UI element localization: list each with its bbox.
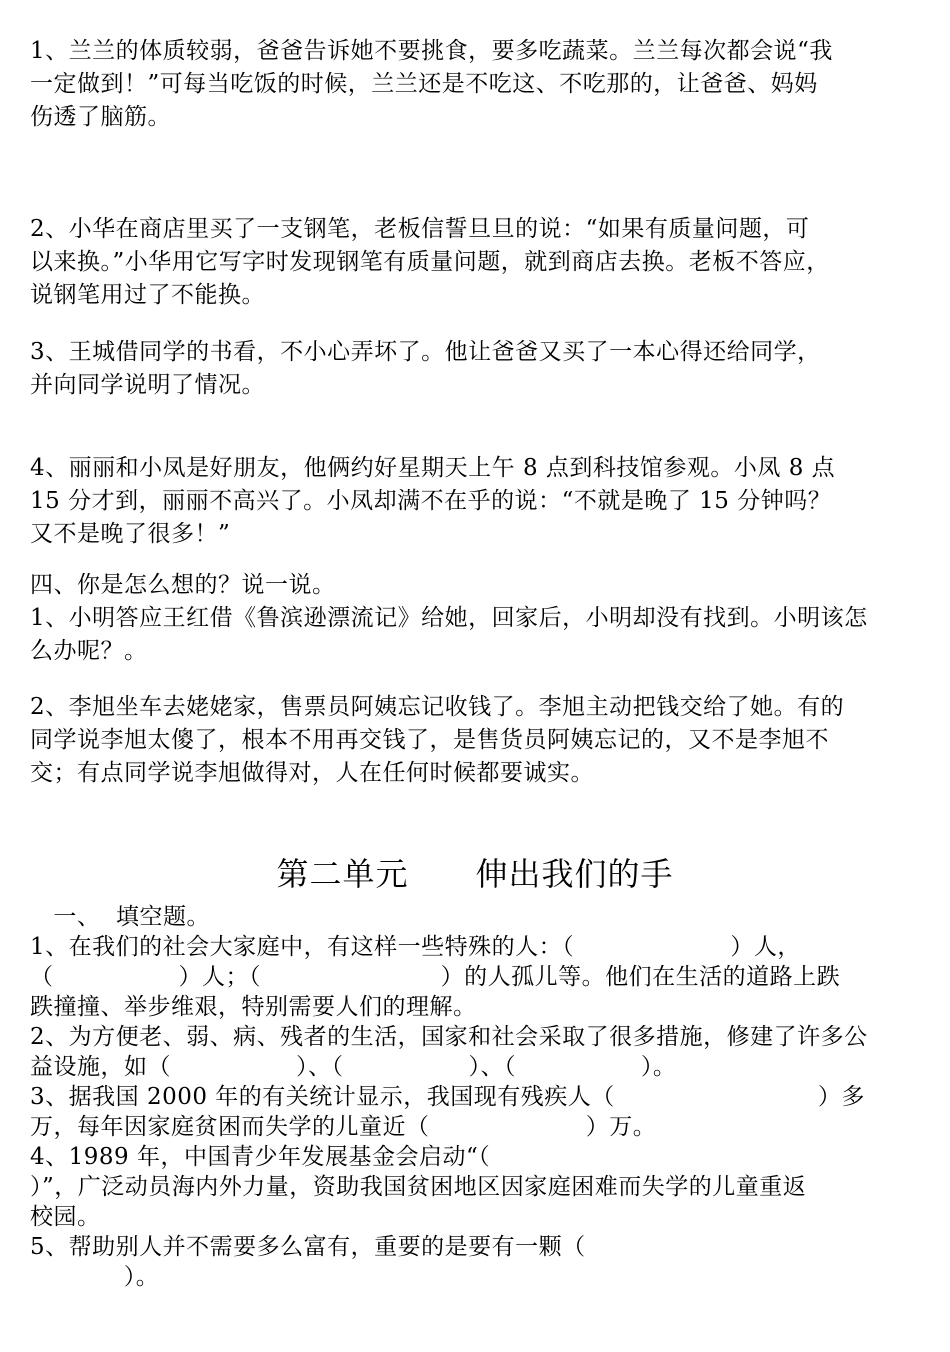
text-line: 3、王城借同学的书看，不小心弄坏了。他让爸爸又买了一本心得还给同学， <box>30 339 821 365</box>
text-line: 1、小明答应王红借《鲁滨逊漂流记》给她，回家后，小明却没有找到。小明该怎 <box>30 605 868 631</box>
scenario-3 <box>30 336 920 402</box>
text-line: 并向同学说明了情况。 <box>30 372 265 398</box>
fill-heading: 一、 填空题。 <box>30 904 211 930</box>
text-line: 4、丽丽和小凤是好朋友，他俩约好星期天上午 8 点到科技馆参观。小凤 8 点 <box>30 455 836 481</box>
text-line: 一定做到！”可每当吃饭的时候，兰兰还是不吃这、不吃那的，让爸爸、妈妈 <box>30 71 818 97</box>
text-line: 2、李旭坐车去姥姥家，售票员阿姨忘记收钱了。李旭主动把钱交给了她。有的 <box>30 694 845 720</box>
text-line: 1、兰兰的体质较弱，爸爸告诉她不要挑食，要多吃蔬菜。兰兰每次都会说“我 <box>30 38 833 64</box>
text-line: 2、小华在商店里买了一支钢笔，老板信誓旦旦的说：“如果有质量问题，可 <box>30 216 810 242</box>
scenario-2 <box>30 213 920 312</box>
text-line: 万，每年因家庭贫困而失学的儿童近（ ）万。 <box>30 1114 657 1140</box>
text-line: 伤透了脑筋。 <box>30 104 171 130</box>
section-4 <box>30 569 920 668</box>
text-line: 交；有点同学说李旭做得对，人在任何时候都要诚实。 <box>30 760 594 786</box>
text-line: 15 分才到，丽丽不高兴了。小凤却满不在乎的说：“不就是晚了 15 分钟吗？ <box>30 488 832 514</box>
text-line: 又不是晚了很多！” <box>30 521 231 547</box>
scenario-4 <box>30 452 920 551</box>
text-line: 么办呢？。 <box>30 638 148 664</box>
text-line: ）”，广泛动员海内外力量，资助我国贫困地区因家庭困难而失学的儿童重返 <box>30 1174 807 1200</box>
section-heading: 四、你是怎么想的？说一说。 <box>30 572 336 598</box>
text-line: 说钢笔用过了不能换。 <box>30 282 265 308</box>
text-line: 5、帮助别人并不需要多么富有，重要的是要有一颗（ <box>30 1234 586 1260</box>
text-line: 校园。 <box>30 1204 101 1230</box>
text-line: 3、据我国 2000 年的有关统计显示，我国现有残疾人（ ）多 <box>30 1084 865 1110</box>
text-line: 跌撞撞、举步维艰，特别需要人们的理解。 <box>30 994 477 1020</box>
section-4-question-2 <box>30 691 920 790</box>
text-line: ）。 <box>30 1264 160 1290</box>
text-line: 同学说李旭太傻了，根本不用再交钱了，是售货员阿姨忘记的，又不是李旭不 <box>30 727 829 753</box>
text-line: 4、1989 年，中国青少年发展基金会启动“（ <box>30 1144 491 1170</box>
text-line: 益设施，如（ ）、（ ）、（ ）。 <box>30 1054 677 1080</box>
text-line: 1、在我们的社会大家庭中，有这样一些特殊的人：（ ）人， <box>30 934 801 960</box>
text-line: 以来换。”小华用它写字时发现钢笔有质量问题，就到商店去换。老板不答应， <box>30 249 830 275</box>
unit-title <box>0 854 950 894</box>
fill-in-section <box>30 902 920 1292</box>
unit-title-text: 第二单元 伸出我们的手 <box>276 855 674 893</box>
scenario-1 <box>30 35 920 134</box>
text-line: （ ）人；（ ）的人孤儿等。他们在生活的道路上跌 <box>30 964 841 990</box>
text-line: 2、为方便老、弱、病、残者的生活，国家和社会采取了很多措施，修建了许多公 <box>30 1024 868 1050</box>
